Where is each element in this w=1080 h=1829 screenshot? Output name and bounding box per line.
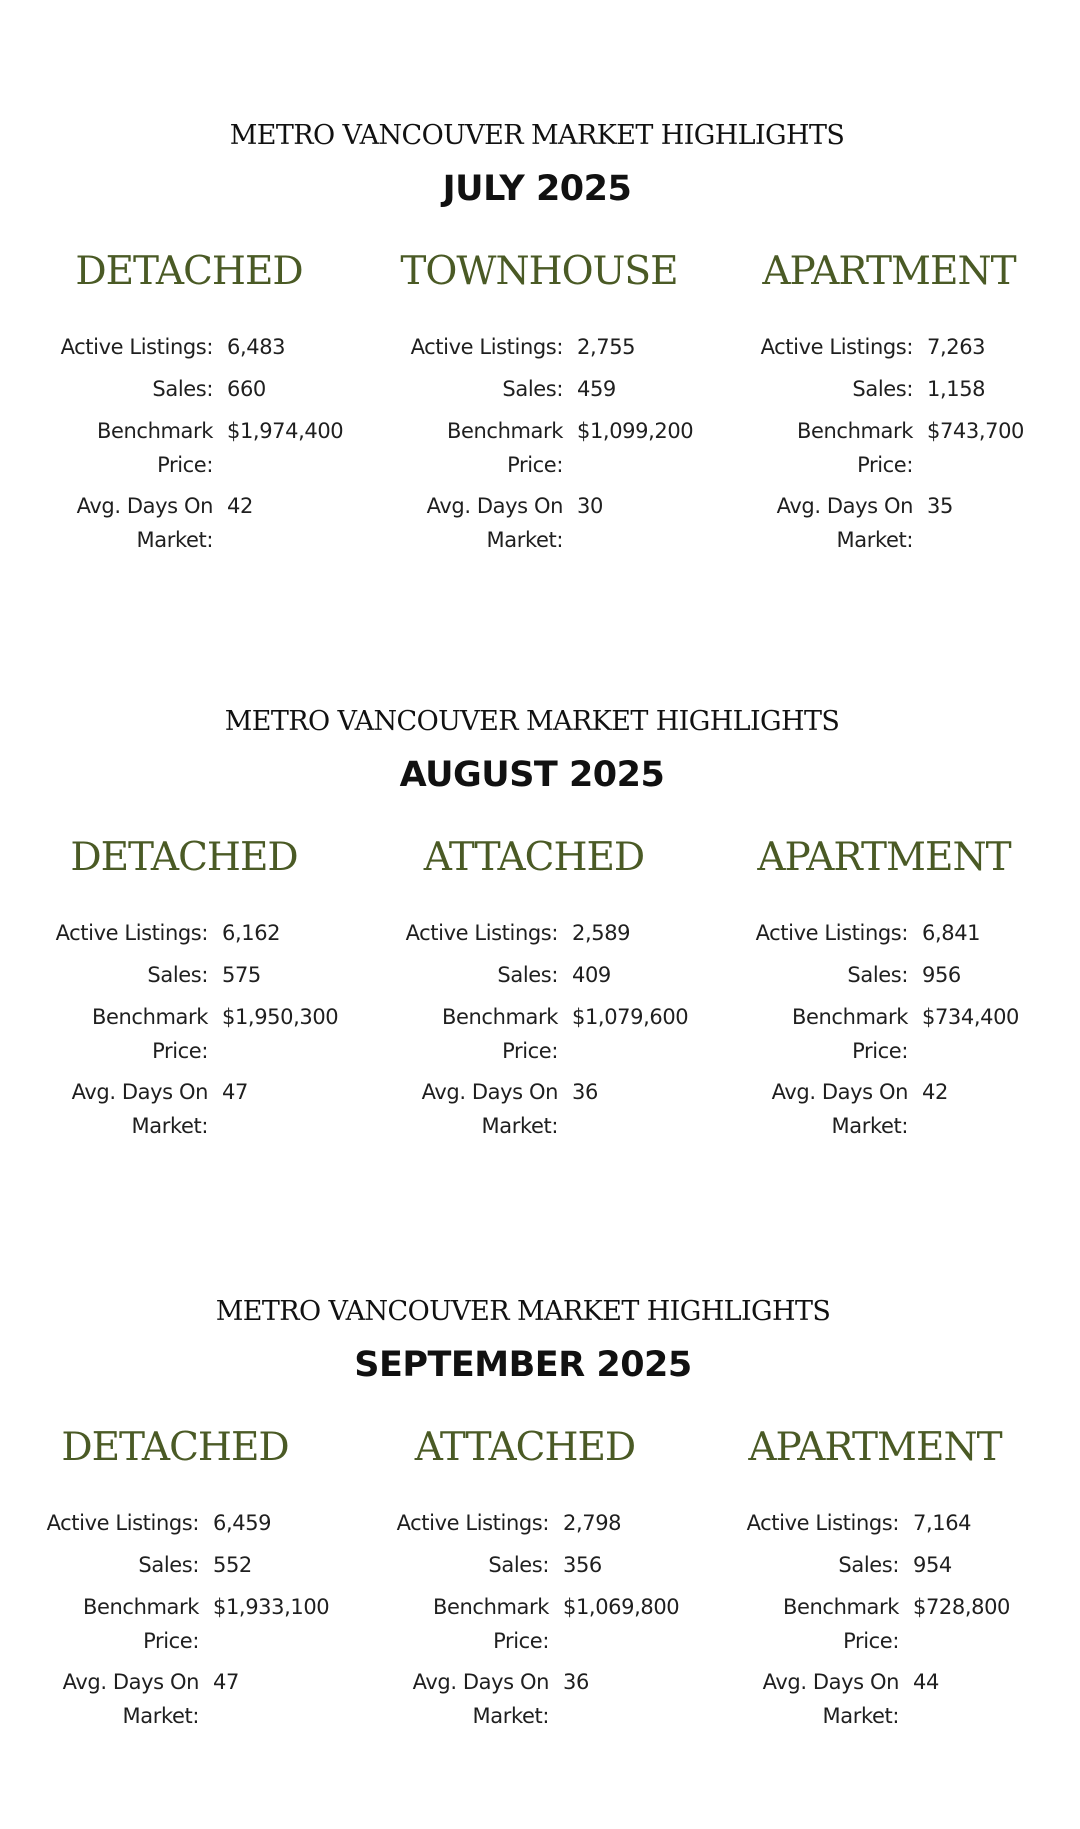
stat-value: 35 xyxy=(927,494,953,518)
stat-label: Sales: xyxy=(838,1553,899,1577)
stat-label-line-2: Price: xyxy=(507,453,563,477)
stat-label-line-2: Market: xyxy=(136,528,213,552)
stat-value: 956 xyxy=(922,963,961,987)
stat-label-line-2: Market: xyxy=(131,1114,208,1138)
stat-value: $1,099,200 xyxy=(577,419,694,443)
stat-value: $728,800 xyxy=(913,1595,1011,1619)
stat-label xyxy=(358,1000,558,1068)
stat-label xyxy=(699,1590,899,1658)
stat-label xyxy=(0,1665,199,1733)
stat-label-line-2: Market: xyxy=(472,1704,549,1728)
stat-label: Active Listings: xyxy=(60,335,213,359)
market-section-july xyxy=(0,118,1077,638)
stat-label xyxy=(0,1590,199,1658)
stat-label-line-2: Price: xyxy=(852,1039,908,1063)
stat-label xyxy=(8,1000,208,1068)
stat-label xyxy=(13,489,213,557)
section-month: SEPTEMBER 2025 xyxy=(354,1345,692,1385)
stat-value: 2,589 xyxy=(572,921,631,945)
stat-label-line-2: Price: xyxy=(857,453,913,477)
stat-value: 44 xyxy=(913,1670,939,1694)
stat-label: Active Listings: xyxy=(755,921,908,945)
stat-label-line-1: Benchmark xyxy=(82,1595,199,1619)
stat-label xyxy=(358,1075,558,1143)
stat-label xyxy=(13,414,213,482)
stat-label xyxy=(349,1665,549,1733)
stat-value: 7,263 xyxy=(927,335,986,359)
stat-label-line-2: Market: xyxy=(122,1704,199,1728)
stat-label-line-2: Market: xyxy=(831,1114,908,1138)
category-title: TOWNHOUSE xyxy=(400,249,678,294)
stat-label-line-2: Market: xyxy=(836,528,913,552)
stat-label: Active Listings: xyxy=(410,335,563,359)
stat-label xyxy=(8,1075,208,1143)
stat-value: 6,841 xyxy=(922,921,981,945)
category-title: APARTMENT xyxy=(748,1425,1002,1470)
stat-value: 47 xyxy=(213,1670,239,1694)
category-title: DETACHED xyxy=(61,1425,289,1470)
section-heading: METRO VANCOUVER MARKET HIGHLIGHTS xyxy=(215,1296,831,1327)
stat-value: 954 xyxy=(913,1553,952,1577)
stat-label: Active Listings: xyxy=(396,1511,549,1535)
market-section-august xyxy=(0,704,1072,1224)
stat-label: Active Listings: xyxy=(746,1511,899,1535)
stat-label xyxy=(708,1075,908,1143)
stat-label: Active Listings: xyxy=(46,1511,199,1535)
stat-label-line-1: Benchmark xyxy=(432,1595,549,1619)
stat-label-line-1: Avg. Days On xyxy=(76,494,213,518)
stat-label: Active Listings: xyxy=(55,921,208,945)
stat-label: Sales: xyxy=(502,377,563,401)
stat-value: 2,798 xyxy=(563,1511,622,1535)
stat-value: 660 xyxy=(227,377,266,401)
stat-label-line-2: Price: xyxy=(493,1629,549,1653)
stat-label-line-1: Avg. Days On xyxy=(771,1080,908,1104)
category-title: DETACHED xyxy=(70,835,298,880)
stat-label: Active Listings: xyxy=(405,921,558,945)
stat-label-line-1: Avg. Days On xyxy=(421,1080,558,1104)
stat-label: Sales: xyxy=(138,1553,199,1577)
stat-value: 459 xyxy=(577,377,616,401)
category-title: ATTACHED xyxy=(414,1425,636,1470)
section-month: AUGUST 2025 xyxy=(399,755,665,795)
stat-value: $743,700 xyxy=(927,419,1025,443)
stat-label-line-1: Benchmark xyxy=(96,419,213,443)
stat-label-line-2: Price: xyxy=(843,1629,899,1653)
stat-value: 30 xyxy=(577,494,603,518)
stat-label-line-1: Benchmark xyxy=(791,1005,908,1029)
stat-label-line-2: Price: xyxy=(143,1629,199,1653)
stat-label: Sales: xyxy=(852,377,913,401)
stat-value: 409 xyxy=(572,963,611,987)
stat-value: 36 xyxy=(572,1080,598,1104)
stat-value: 6,162 xyxy=(222,921,281,945)
stat-value: 42 xyxy=(227,494,253,518)
category-title: APARTMENT xyxy=(757,835,1011,880)
stat-label-line-1: Avg. Days On xyxy=(71,1080,208,1104)
stat-label-line-1: Benchmark xyxy=(91,1005,208,1029)
stat-label xyxy=(713,489,913,557)
stat-value: 575 xyxy=(222,963,261,987)
category-title: APARTMENT xyxy=(762,249,1016,294)
stat-label: Sales: xyxy=(152,377,213,401)
stat-label xyxy=(713,414,913,482)
stat-value: 6,459 xyxy=(213,1511,272,1535)
stat-label-line-2: Market: xyxy=(481,1114,558,1138)
stat-label-line-1: Benchmark xyxy=(796,419,913,443)
stat-label-line-2: Price: xyxy=(157,453,213,477)
section-heading: METRO VANCOUVER MARKET HIGHLIGHTS xyxy=(224,706,840,737)
stat-value: $1,079,600 xyxy=(572,1005,689,1029)
stat-value: 552 xyxy=(213,1553,252,1577)
stat-label-line-1: Avg. Days On xyxy=(426,494,563,518)
stat-label xyxy=(349,1590,549,1658)
stat-value: 356 xyxy=(563,1553,602,1577)
stat-label: Sales: xyxy=(147,963,208,987)
section-month: JULY 2025 xyxy=(442,169,632,209)
stat-label xyxy=(699,1665,899,1733)
category-title: DETACHED xyxy=(75,249,303,294)
stat-label-line-1: Avg. Days On xyxy=(62,1670,199,1694)
stat-label-line-1: Benchmark xyxy=(782,1595,899,1619)
stat-label-line-1: Avg. Days On xyxy=(412,1670,549,1694)
market-section-september xyxy=(0,1294,1063,1814)
stat-label-line-1: Avg. Days On xyxy=(762,1670,899,1694)
stat-label-line-2: Price: xyxy=(502,1039,558,1063)
stat-label-line-1: Benchmark xyxy=(441,1005,558,1029)
stat-label xyxy=(708,1000,908,1068)
stat-label: Sales: xyxy=(497,963,558,987)
stat-label: Sales: xyxy=(488,1553,549,1577)
stat-value: $1,933,100 xyxy=(213,1595,330,1619)
stat-value: 6,483 xyxy=(227,335,286,359)
stat-value: $1,069,800 xyxy=(563,1595,680,1619)
stat-value: 1,158 xyxy=(927,377,986,401)
stat-value: $1,950,300 xyxy=(222,1005,339,1029)
stat-value: 47 xyxy=(222,1080,248,1104)
stat-value: 7,164 xyxy=(913,1511,972,1535)
section-heading: METRO VANCOUVER MARKET HIGHLIGHTS xyxy=(229,120,845,151)
category-title: ATTACHED xyxy=(423,835,645,880)
stat-label: Sales: xyxy=(847,963,908,987)
stat-label-line-2: Price: xyxy=(152,1039,208,1063)
stat-label: Active Listings: xyxy=(760,335,913,359)
stat-value: 2,755 xyxy=(577,335,636,359)
stat-label-line-2: Market: xyxy=(486,528,563,552)
stat-label xyxy=(363,489,563,557)
stat-value: $1,974,400 xyxy=(227,419,344,443)
stat-value: 36 xyxy=(563,1670,589,1694)
stat-label-line-2: Market: xyxy=(822,1704,899,1728)
stat-label-line-1: Avg. Days On xyxy=(776,494,913,518)
stat-value: $734,400 xyxy=(922,1005,1020,1029)
stat-value: 42 xyxy=(922,1080,948,1104)
stat-label-line-1: Benchmark xyxy=(446,419,563,443)
stat-label xyxy=(363,414,563,482)
